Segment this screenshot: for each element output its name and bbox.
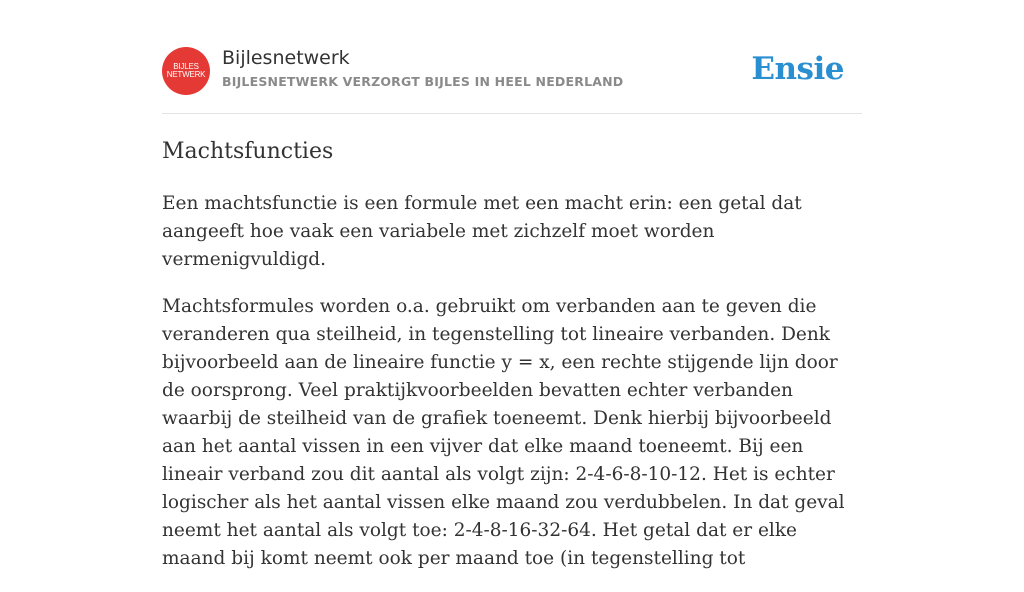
ensie-brand-logo[interactable]: Ensie [751,51,844,87]
site-name[interactable]: Bijlesnetwerk [222,47,350,69]
article-body [162,190,862,592]
page [162,0,862,569]
logo-text-line2: NETWERK [166,70,206,79]
site-tagline: BIJLESNETWERK VERZORGT BIJLES IN HEEL NEDERLAND [222,74,624,89]
site-header [162,0,862,114]
article-paragraph: Een machtsfunctie is een formule met een macht erin: een getal dat aangeeft hoe vaak een variabele met zichzelf moet worden vermenigvuldigd. [162,193,802,270]
logo-text-line1: BIJLES [173,62,199,71]
article-paragraph: Machtsformules worden o.a. gebruikt om verbanden aan te geven die veranderen qua steilheid, in tegenstelling tot lineaire verbanden. Denk bijvoorbeeld aan de lineaire functie y = x, een rechte stijgende lijn door de oorsprong. Veel praktijkvoorbeelden bevatten echter verbanden waarbij de steilheid van de grafiek toeneemt. Denk hierbij bijvoorbeeld aan het aantal vissen in een vijver dat elke maand toeneemt. Bij een lineair verband zou dit aantal als volgt zijn: 2-4-6-8-10-12. Het is echter logischer als het aantal vissen elke maand zou verdubbelen. In dat geval neemt het aantal als volgt toe: 2-4-8-16-32-64. Het getal dat er elke maand bij komt neemt ook per maand toe (in tegenstelling tot [162,296,845,569]
bijlesnetwerk-logo[interactable] [162,47,210,95]
article-title: Machtsfuncties [162,139,334,164]
